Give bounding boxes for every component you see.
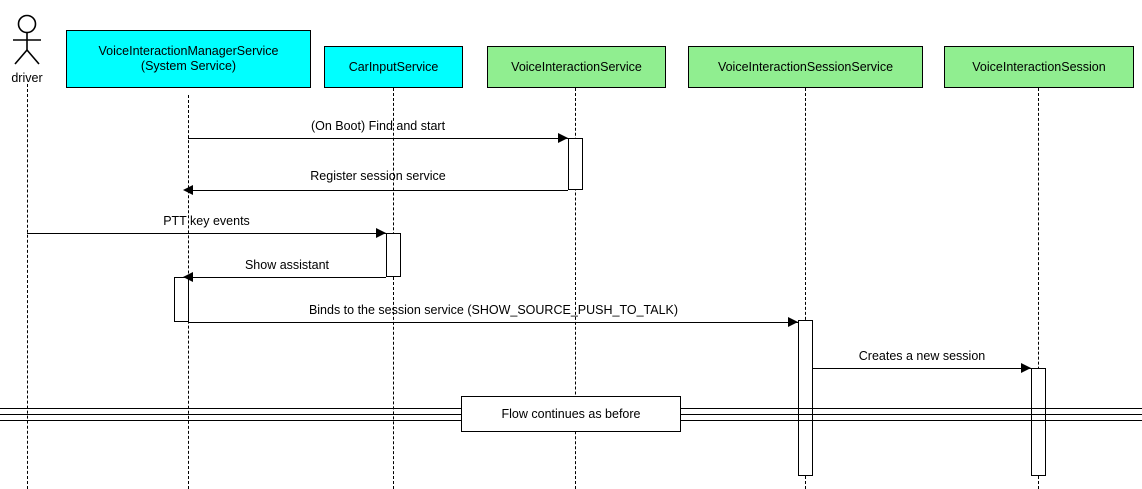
message-label-1: (On Boot) Find and start <box>310 119 446 133</box>
participant-carinput[interactable] <box>324 46 463 88</box>
participant-vis[interactable] <box>487 46 666 88</box>
actor-driver <box>0 14 54 85</box>
message-arrow-3 <box>376 228 386 238</box>
participant-vsession[interactable] <box>944 46 1134 88</box>
participant-vsession-label: VoiceInteractionSession <box>972 59 1106 74</box>
message-line-1 <box>188 138 568 139</box>
activation-vis <box>568 138 583 190</box>
message-label-5: Binds to the session service (SHOW_SOURCE_PUSH_TO_TALK) <box>308 303 679 317</box>
message-line-6 <box>813 368 1031 369</box>
actor-stick-figure-icon <box>0 14 54 66</box>
message-line-3 <box>27 233 386 234</box>
note-flow-continues <box>461 396 681 432</box>
message-label-2: Register session service <box>310 169 446 183</box>
participant-vis-label: VoiceInteractionService <box>511 59 642 74</box>
message-line-4 <box>188 277 386 278</box>
message-line-2 <box>188 190 568 191</box>
activation-vims <box>174 277 189 322</box>
lifeline-carinput <box>393 88 394 489</box>
actor-label: driver <box>11 71 43 85</box>
note-flow-continues-label: Flow continues as before <box>501 407 641 421</box>
message-arrow-5 <box>788 317 798 327</box>
participant-vsess-service[interactable] <box>688 46 923 88</box>
message-line-5 <box>189 322 798 323</box>
activation-vsess-service <box>798 320 813 476</box>
participant-carinput-label: CarInputService <box>348 59 439 74</box>
participant-vims-line2: (System Service) <box>140 59 237 73</box>
activation-carinput <box>386 233 401 277</box>
message-label-6: Creates a new session <box>858 349 986 363</box>
participant-vsess-service-label: VoiceInteractionSessionService <box>717 59 894 74</box>
message-arrow-1 <box>558 133 568 143</box>
message-arrow-6 <box>1021 363 1031 373</box>
message-arrow-2 <box>183 185 193 195</box>
message-label-3: PTT key events <box>163 214 250 228</box>
participant-vims[interactable] <box>66 30 311 88</box>
participant-vims-line1: VoiceInteractionManagerService <box>98 44 279 58</box>
message-label-4: Show assistant <box>244 258 330 272</box>
activation-vsession <box>1031 368 1046 476</box>
message-arrow-4 <box>183 272 193 282</box>
lifeline-driver <box>27 84 28 489</box>
